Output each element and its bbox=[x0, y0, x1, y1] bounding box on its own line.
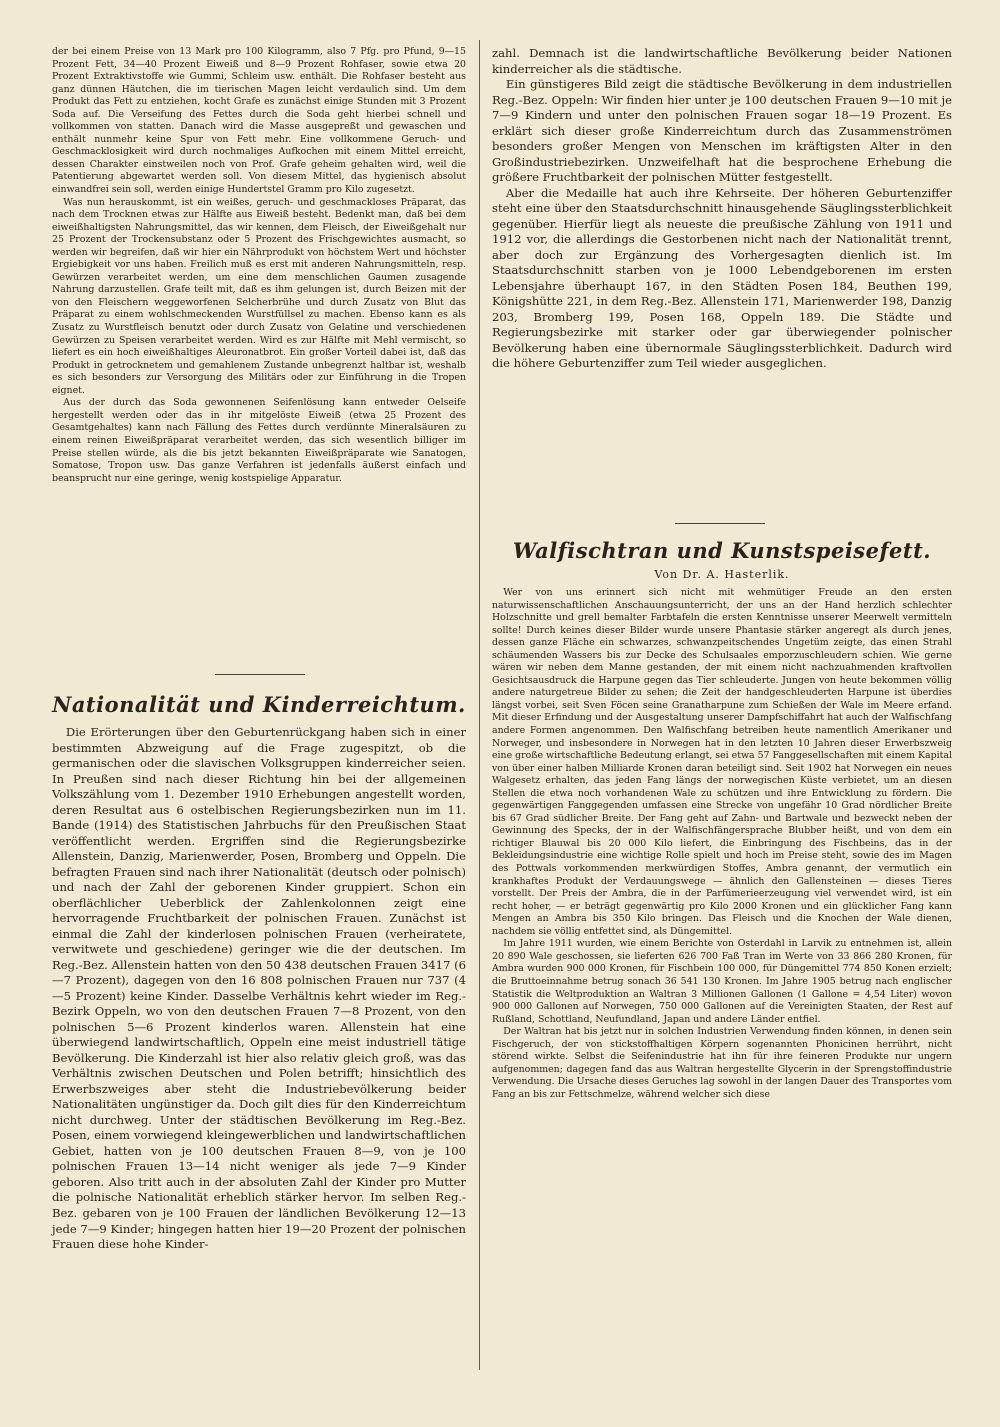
previous-article-continuation bbox=[52, 46, 466, 485]
article-byline: Von Dr. A. Hasterlik. bbox=[654, 568, 790, 581]
article-paragraph: Ein günstigeres Bild zeigt die städtische Bevölkerung in dem industriellen Reg.-Bez. Oppeln: Wir finden hier unter je 100 deutschen Frauen 9—10 mit je 7—9 Kindern und unter den polnischen Frauen sogar 18—19 Prozent. Es erklärt sich dieser große Kinderreichtum durch das Zusammenströmen besonders großer Mengen von Menschen im kräftigsten Alter in den Großindustriebezirken. Unzweifelhaft hat die besprochene Erhebung die größere Fruchtbarkeit der polnischen Mütter festgestellt. bbox=[492, 77, 952, 185]
article-paragraph: zahl. Demnach ist die landwirtschaftliche Bevölkerung beider Nationen kinderreicher als die städtische. bbox=[492, 46, 952, 76]
article-paragraph: Was nun herauskommt, ist ein weißes, geruch- und geschmackloses Präparat, das nach dem Trocknen etwas zur Hälfte aus Eiweiß besteht. Bedenkt man, daß bei dem eiweißhaltigsten Nahrungsmittel, das wir kennen, dem Fleisch, der Eiweißgehalt nur 25 Prozent der Trockensubstanz oder 5 Prozent des Frischgewichtes ausmacht, so werden wir begreifen, daß wir hier ein Nährprodukt von höchstem Wert und höchster Ergiebigkeit vor uns haben. Freilich muß es erst mit anderen Nahrungsmitteln, resp. Gewürzen verarbeitet werden, um eine dem menschlichen Gaumen zusagende Nahrung darzustellen. Grafe teilt mit, daß es ihm gelungen ist, durch Beizen mit der von den Fleischern weggeworfenen Selcherbrühe und durch Zusatz von Blut das Präparat zu einem wohlschmeckenden Wurstfüllsel zu machen. Ebenso kann es als Zusatz zu Wurstfleisch benutzt oder durch Zusatz von Gelatine und verschiedenen Gewürzen zu Speisen verarbeitet werden. Wird es zur Hälfte mit Mehl vermischt, so liefert es ein hoch eiweißhaltiges Aleuronatbrot. Ein großer Vorteil dabei ist, daß das Produkt in getrocknetem und gemahlenem Zustande unbegrenzt haltbar ist, weshalb es sich besonders zur Versorgung des Militärs oder zur Einführung in die Tropen eignet. bbox=[52, 196, 466, 396]
article-paragraph: Die Erörterungen über den Geburtenrückgang haben sich in einer bestimmten Abzweigung auf die Frage zugespitzt, ob die germanischen oder die slavischen Volksgruppen kinderreicher seien. In Preußen sind nach dieser Richtung hin bei der allgemeinen Volkszählung vom 1. Dezember 1910 Erhebungen angestellt worden, deren Resultat aus 6 ostelbischen Regierungsbezirken nun im 11. Bande (1914) des Statistischen Jahrbuchs für den Preußischen Staat veröffentlicht werden. Ergriffen sind die Regierungsbezirke Allenstein, Danzig, Marienwerder, Posen, Bromberg und Oppeln. Die befragten Frauen sind nach ihrer Nationalität (deutsch oder polnisch) und nach der Zahl der geborenen Kinder gruppiert. Schon ein oberflächlicher Ueberblick der Zahlenkolonnen zeigt eine hervorragende Fruchtbarkeit der polnischen Frauen. Zunächst ist einmal die Zahl der kinderlosen polnischen Frauen (verheiratete, verwitwete und geschiedene) geringer wie die der deutschen. Im Reg.-Bez. Allenstein hatten von den 50 438 deutschen Frauen 3417 (6—7 Prozent), dagegen von den 16 808 polnischen Frauen nur 737 (4—5 Prozent) keine Kinder. Dasselbe Verhältnis kehrt wieder im Reg.-Bezirk Oppeln, wo von den deutschen Frauen 7—8 Prozent, von den polnischen 5—6 Prozent kinderlos waren. Allenstein hat eine überwiegend landwirtschaftlich, Oppeln eine meist industriell tätige Bevölkerung. Die Kinderzahl ist hier also relativ gleich groß, was das Verhältnis zwischen Deutschen und Polen betrifft; hinsichtlich des Erwerbszweiges aber steht die Industriebevölkerung beider Nationalitäten ungünstiger da. Doch gilt dies für den Kinderreichtum nicht durchweg. Unter der städtischen Bevölkerung im Reg.-Bez. Posen, einem vorwiegend kleingewerblichen und landwirtschaftlichen Gebiet, hatten von je 100 deutschen Frauen 8—9, von je 100 polnischen Frauen 13—14 nicht weniger als jede 7—9 Kinder geboren. Also tritt auch in der absoluten Zahl der Kinder pro Mutter die polnische Nationalität erheblich stärker hervor. Im selben Reg.-Bez. gebaren von je 100 Frauen der ländlichen Bevölkerung 12—13 jede 7—9 Kinder; hingegen hatten hier 19—20 Prozent der polnischen Frauen diese hohe Kinder- bbox=[52, 725, 466, 1252]
column-rule bbox=[479, 40, 480, 1370]
article-paragraph: Aber die Medaille hat auch ihre Kehrseite. Der höheren Geburtenziffer steht eine über den Staatsdurchschnitt hinausgehende Säuglingssterblichkeit gegenüber. Hierfür liegt als neueste die preußische Zählung von 1911 und 1912 vor, die allerdings die Gestorbenen nicht nach der Nationalität trennt, aber doch zur Ergänzung des Vorhergesagten dienlich ist. Im Staatsdurchschnitt starben von je 1000 Lebendgeborenen im ersten Lebensjahre überhaupt 167, in den Städten Posen 184, Beuthen 199, Königshütte 221, in dem Reg.-Bez. Allenstein 171, Marienwerder 198, Danzig 203, Bromberg 199, Posen 168, Oppeln 189. Die Städte und Regierungsbezirke mit starker oder gar überwiegender polnischer Bevölkerung haben eine übernormale Säuglingssterblichkeit. Dadurch wird die höhere Geburtenziffer zum Teil wieder ausgeglichen. bbox=[492, 185, 952, 371]
article-paragraph: Aus der durch das Soda gewonnenen Seifenlösung kann entweder Oelseife hergestellt werden oder das in ihr mitgelöste Eiweiß (etwa 25 Prozent des Gesamtgehaltes) kann nach Fällung des Fettes durch verdünnte Mineralsäuren zu einem reinen Eiweißpräparat verarbeitet werden, das sich wesentlich billiger im Preise stellen würde, als die bis jetzt bekannten Eiweißpräparate wie Sanatogen, Somatose, Tropon usw. Das ganze Verfahren ist jedenfalls äußerst einfach und beansprucht nur eine geringe, wenig kostspielige Apparatur. bbox=[52, 397, 466, 484]
article-nationalitaet-continuation bbox=[492, 46, 952, 372]
section-divider bbox=[215, 674, 305, 675]
article-heading-nationalitaet: Nationalität und Kinderreichtum. bbox=[52, 692, 466, 717]
section-divider bbox=[675, 523, 765, 524]
article-heading-walfischtran: Walfischtran und Kunstspeisefett. bbox=[512, 538, 932, 563]
article-paragraph: Im Jahre 1911 wurden, wie einem Berichte von Osterdahl in Larvik zu entnehmen ist, allein 20 890 Wale geschossen, sie lieferten 626 700 Faß Tran im Werte von 33 866 280 Kronen, für Ambra wurden 900 000 Kronen, für Fischbein 100 000, für Düngemittel 774 850 Konen erzielt; die Bruttoeinnahme betrug sonach 36 541 130 Kronen. Im Jahre 1905 betrug nach englischer Statistik die Weltproduktion an Waltran 3 Millionen Gallonen (1 Gallone = 4,54 Liter) wovon 900 000 Gallonen auf Norwegen, 750 000 Gallonen auf die Vereinigten Staaten, der Rest auf Rußland, Schottland, Neufundland, Japan und andere Länder entfiel. bbox=[492, 938, 952, 1025]
article-paragraph: Wer von uns erinnert sich nicht mit wehmütiger Freude an den ersten naturwissenschaftlichen Anschauungsunterricht, der uns an der Hand herzlich schlechter Holzschnitte und grell bemalter Farbtafeln die ersten Kenntnisse unserer Meerwelt vermitteln sollte! Durch keines dieser Bilder wurde unsere Phantasie stärker angeregt als durch jenes, dessen ganze Fläche ein schwarzes, schwanzpeitschendes Ungetüm zeigte, das einen Strahl schäumenden Wassers bis zur Decke des Schulsaales emporzuschleudern schien. Wie gerne wären wir neben dem Manne gestanden, der mit einem nicht nachzuahmenden kraftvollen Gesichtsausdruck die Harpune gegen das Tier schleuderte. Jungen von heute bekommen völlig andere naturgetreue Bilder zu sehen; die Zeit der handgeschleuderten Harpune ist überdies längst vorbei, seit Sven Föcen seine Granatharpune zum Schießen der Wale im Meere erfand. Mit dieser Erfindung und der Ausgestaltung unserer Dampfschiffahrt hat auch der Walfischfang andere Formen angenommen. Den Walfischfang betreiben heute namentlich Amerikaner und Norweger, und insbesondere in Norwegen hat in den letzten 10 Jahren dieser Erwerbszweig eine große wirtschaftliche Bedeutung erlangt, sei etwa 57 Fanggesellschaften mit einem Kapital von über einer halben Milliarde Kronen daran beteiligt sind. Seit 1902 hat Norwegen ein neues Walgesetz erhalten, das jeden Fang längs der norwegischen Küste verbietet, um an diesen Stellen die etwa noch vorhandenen Wale zu schützen und ihre Entwicklung zu fördern. Die gegenwärtigen Fanggegenden umfassen eine Strecke von ungefähr 10 Grad nördlicher Breite bis 67 Grad südlicher Breite. Der Fang geht auf Zahn- und Bartwale und bezweckt neben der Gewinnung des Specks, der in der Walfischfängersprache Blubber heißt, und von dem ein richtiger Blauwal bis 20 000 Kilo liefert, die Einbringung des Fischbeins, das in der Bekleidungsindustrie eine wichtige Rolle spielt und hoch im Preise steht, sowie des im Magen des Pottwals vorkommenden merkwürdigen Stoffes, Ambra genannt, der vermutlich ein krankhaftes Produkt der Verdauungswege — ähnlich den Gallensteinen — dieses Tieres vorstellt. Der Preis der Ambra, die in der Parfümerieerzeugung viel verwendet wird, ist ein recht hoher, — er beträgt gegenwärtig pro Kilo 2000 Kronen und ein glücklicher Fang kann Mengen an Ambra bis 350 Kilo bringen. Das Fleisch und die Knochen der Wale dienen, nachdem sie völlig entfettet sind, als Düngemittel. bbox=[492, 587, 952, 937]
article-paragraph: Der Waltran hat bis jetzt nur in solchen Industrien Verwendung finden können, in denen sein Fischgeruch, der von stickstoffhaltigen Körpern sogenannten Phonicinen herrührt, nicht störend wirkte. Selbst die Seifenindustrie hat ihn für ihre feineren Produkte nur ungern aufgenommen; dagegen fand das aus Waltran hergestellte Glycerin in der Sprengstoffindustrie Verwendung. Die Ursache dieses Geruches lag sowohl in der langen Dauer des Transportes vom Fang an bis zur Fettschmelze, während welcher sich diese bbox=[492, 1026, 952, 1100]
article-paragraph: der bei einem Preise von 13 Mark pro 100 Kilogramm, also 7 Pfg. pro Pfund, 9—15 Prozent Fett, 34—40 Prozent Eiweiß und 8—9 Prozent Rohfaser, sowie etwa 20 Prozent Extraktivstoffe wie Gummi, Schleim usw. enthält. Die Rohfaser besteht aus ganz dünnen Häutchen, die im tierischen Magen leicht verdaulich sind. Um dem Produkt das Fett zu entziehen, kocht Grafe es zunächst einige Stunden mit 3 Prozent Soda auf. Die Verseifung des Fettes durch die Soda geht hierbei schnell und vollkommen von statten. Danach wird die Masse ausgepreßt und gewaschen und enthält nunmehr keine Spur von Fett mehr. Eine vollkommene Geruch- und Geschmacklosigkeit wird durch nochmaliges Aufkochen mit einem Mittel erreicht, dessen Charakter einstweilen noch von Prof. Grafe geheim gehalten wird, weil die Patentierung abgewartet werden soll. Von diesem Mittel, das hygienisch absolut einwandfrei sein soll, werden einige Hundertstel Gramm pro Kilo zugesetzt. bbox=[52, 46, 466, 196]
article-walfischtran-body bbox=[492, 587, 952, 1101]
article-nationalitaet-body bbox=[52, 725, 466, 1253]
